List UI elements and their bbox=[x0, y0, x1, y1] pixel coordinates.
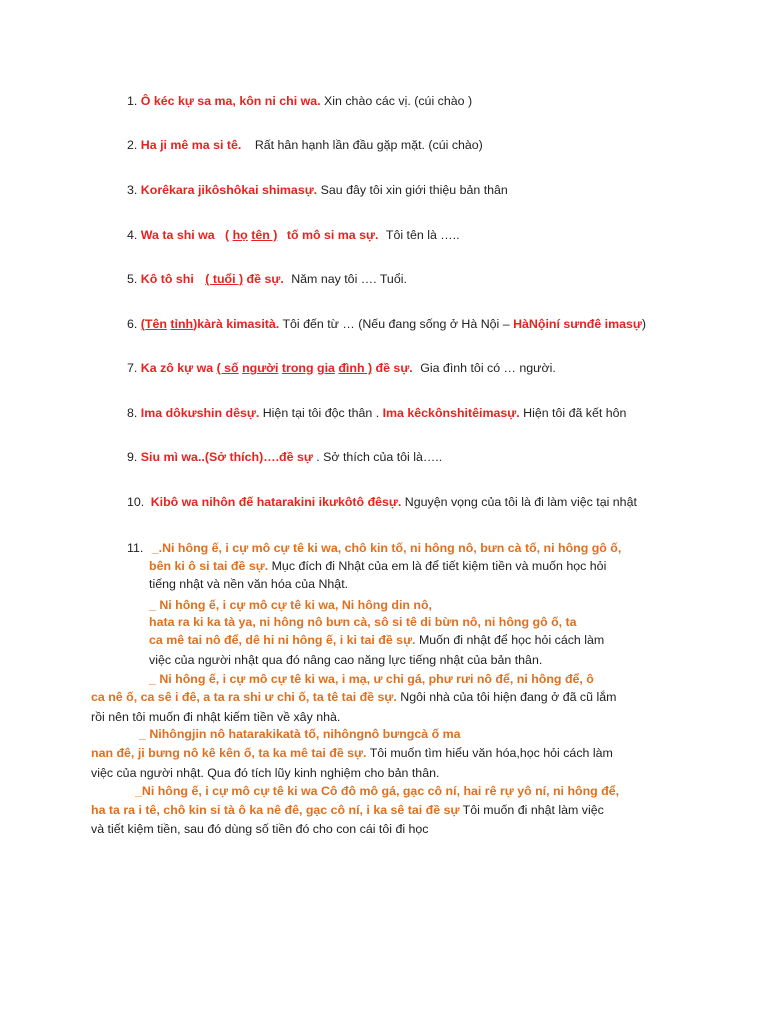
japanese-phrase: Korêkara jikôshôkai shimasự. bbox=[140, 183, 318, 197]
paragraph-line bbox=[91, 765, 439, 781]
japanese-phrase: ca nê ố, ca sê i đê, a ta ra shi ư chi ố, ta tê tai đề sự. bbox=[91, 690, 397, 704]
paragraph-line bbox=[149, 558, 606, 574]
list-item bbox=[127, 360, 556, 376]
japanese-phrase: Ha ji mê ma si tê. bbox=[140, 138, 242, 152]
japanese-phrase: _Ni hông ế, i cự mô cự tê ki wa Cô đô mô gá, gạc cô ní, hai rê rự yô ní, ni hông để, bbox=[135, 784, 620, 798]
vietnamese-translation: Mục đích đi Nhật của em là để tiết kiệm tiền và muốn học hỏi bbox=[271, 559, 607, 573]
vietnamese-translation: Tôi muốn tìm hiểu văn hóa,học hỏi cách làm bbox=[369, 746, 613, 760]
placeholder-ho: họ bbox=[232, 228, 248, 242]
japanese-phrase: Kibô wa nihôn đế hatarakini ikưkôtô đêsự. bbox=[150, 495, 402, 509]
japanese-phrase: Wa ta shi wa ( bbox=[140, 228, 230, 242]
vietnamese-translation: Tôi đến từ … (Nếu đang sống ở Hà Nội – bbox=[282, 317, 510, 331]
japanese-phrase: Siu mì wa.. bbox=[140, 450, 205, 464]
placeholder-tuoi: ( tuổi ) bbox=[205, 272, 244, 286]
vietnamese-translation: . Sở thích của tôi là….. bbox=[316, 450, 443, 464]
japanese-phrase: Kô tô shi bbox=[140, 272, 194, 286]
vietnamese-translation: Xin chào các vị. (cúi chào ) bbox=[324, 94, 473, 108]
vietnamese-translation: tiếng nhật và nền văn hóa của Nhật. bbox=[149, 577, 349, 591]
closing-paren: ) bbox=[641, 317, 647, 331]
japanese-phrase: hata ra ki ka tà ya, ni hông nô bưn cà, sô si tê di bừn nô, ni hông gô ố, ta bbox=[149, 615, 577, 629]
paragraph-line bbox=[91, 689, 616, 705]
vietnamese-translation: việc của người nhật qua đó nâng cao năng lực tiếng nhật của bản thân. bbox=[149, 653, 543, 667]
vietnamese-translation: Tôi muốn đi nhật làm việc bbox=[462, 803, 604, 817]
item-number: 11. bbox=[127, 541, 144, 555]
vietnamese-translation-2: Hiện tôi đã kết hôn bbox=[523, 406, 627, 420]
list-item bbox=[127, 182, 508, 198]
japanese-phrase: bên ki ô si tai đề sự. bbox=[149, 559, 269, 573]
vietnamese-translation: Tôi tên là ….. bbox=[385, 228, 460, 242]
vietnamese-translation: Gia đình tôi có … người. bbox=[420, 361, 556, 375]
japanese-phrase-end: tố mô si ma sự. bbox=[286, 228, 379, 242]
vietnamese-translation: việc của người nhật. Qua đó tích lũy kinh nghiệm cho bản thân. bbox=[91, 766, 440, 780]
japanese-phrase: )kàrà kimasità. bbox=[193, 317, 280, 331]
japanese-phrase: _ Ni hông ế, i cự mô cự tê ki wa, Ni hông din nô, bbox=[149, 598, 432, 612]
paragraph-line bbox=[149, 652, 542, 668]
vietnamese-translation: Muốn đi nhật để học hỏi cách làm bbox=[418, 633, 605, 647]
list-item bbox=[127, 227, 460, 243]
vietnamese-translation: Ngôi nhà của tôi hiện đang ở đã cũ lắm bbox=[400, 690, 617, 704]
vietnamese-translation: rồi nên tôi muốn đi nhật kiếm tiền về xây nhà. bbox=[91, 710, 341, 724]
japanese-phrase: _ Nihôngjin nô hatarakikatà tố, nihôngnô bưngcà ố ma bbox=[139, 727, 461, 741]
item-number: 4. bbox=[127, 228, 138, 242]
japanese-phrase: Ka zô kự wa bbox=[140, 361, 214, 375]
paragraph-line bbox=[91, 821, 429, 837]
japanese-phrase: ca mê tai nô để, dê hi ni hông ế, i ki tai đề sự. bbox=[149, 633, 416, 647]
japanese-phrase: nan đê, ji bưng nô kê kên ố, ta ka mê tai đề sự. bbox=[91, 746, 367, 760]
list-item bbox=[127, 494, 637, 510]
placeholder-dinh: đình ) bbox=[338, 361, 373, 375]
paragraph-line bbox=[91, 709, 340, 725]
vietnamese-translation: Hiện tại tôi độc thân . bbox=[262, 406, 380, 420]
placeholder-tinh: tỉnh bbox=[170, 317, 194, 331]
item-number: 10. bbox=[127, 495, 145, 509]
paragraph-line bbox=[149, 632, 604, 648]
japanese-phrase-end: đề sự. bbox=[375, 361, 413, 375]
list-item bbox=[127, 316, 646, 332]
vietnamese-translation: Sau đây tôi xin giới thiệu bản thân bbox=[320, 183, 508, 197]
japanese-phrase: Ima dôkưshin dêsự. bbox=[140, 406, 260, 420]
item-number: 1. bbox=[127, 94, 138, 108]
paragraph-line bbox=[149, 597, 432, 613]
placeholder-trong: trong bbox=[281, 361, 314, 375]
placeholder-ten: tên ) bbox=[251, 228, 278, 242]
placeholder-so: ( số bbox=[216, 361, 239, 375]
paragraph-line bbox=[139, 726, 461, 742]
list-item bbox=[127, 449, 442, 465]
placeholder-gia: gia bbox=[317, 361, 335, 375]
item-number: 6. bbox=[127, 317, 138, 331]
item-number: 7. bbox=[127, 361, 138, 375]
vietnamese-translation: và tiết kiệm tiền, sau đó dùng số tiền đó cho con cái tôi đi học bbox=[91, 822, 429, 836]
item-number: 9. bbox=[127, 450, 138, 464]
japanese-example: HàNộiní sưnđê imasự bbox=[513, 317, 642, 331]
item-number: 5. bbox=[127, 272, 138, 286]
vietnamese-translation: Rất hân hạnh lần đầu gặp mặt. (cúi chào) bbox=[254, 138, 483, 152]
paragraph-line bbox=[149, 576, 348, 592]
list-item bbox=[127, 137, 483, 153]
list-item bbox=[127, 93, 472, 109]
japanese-phrase: ha ta ra i tê, chô kin si tà ô ka nê đê, gạc cô ní, i ka sê tai đề sự bbox=[91, 803, 460, 817]
item-number: 8. bbox=[127, 406, 138, 420]
item-number: 2. bbox=[127, 138, 138, 152]
placeholder-ten: (Tên bbox=[140, 317, 167, 331]
item-number: 3. bbox=[127, 183, 138, 197]
japanese-phrase: _ Ni hông ế, i cự mô cự tê ki wa, i mạ, ư chi gá, phư rưi nô để, ni hông để, ô bbox=[149, 672, 594, 686]
japanese-phrase: Ô kéc kự sa ma, kôn ni chi wa. bbox=[140, 94, 321, 108]
japanese-phrase: _.Ni hông ế, i cự mô cự tê ki wa, chô kin tố, ni hông nô, bưn cà tố, ni hông gô ố, bbox=[151, 541, 622, 555]
vietnamese-translation: Nguyện vọng của tôi là đi làm việc tại nhật bbox=[404, 495, 637, 509]
vietnamese-translation: Năm nay tôi …. Tuổi. bbox=[291, 272, 407, 286]
list-item bbox=[127, 405, 626, 421]
list-item bbox=[127, 271, 407, 287]
paragraph-line bbox=[91, 745, 613, 761]
paragraph-line bbox=[149, 671, 594, 687]
japanese-phrase-end: (Sở thích)….đề sự bbox=[204, 450, 313, 464]
paragraph-line bbox=[135, 783, 619, 799]
japanese-phrase-2: Ima kêckônshitêimasự. bbox=[382, 406, 520, 420]
list-item bbox=[127, 540, 621, 556]
paragraph-line bbox=[91, 802, 604, 818]
japanese-phrase-end: đề sự. bbox=[246, 272, 284, 286]
placeholder-nguoi: người bbox=[242, 361, 279, 375]
paragraph-line bbox=[149, 614, 577, 630]
